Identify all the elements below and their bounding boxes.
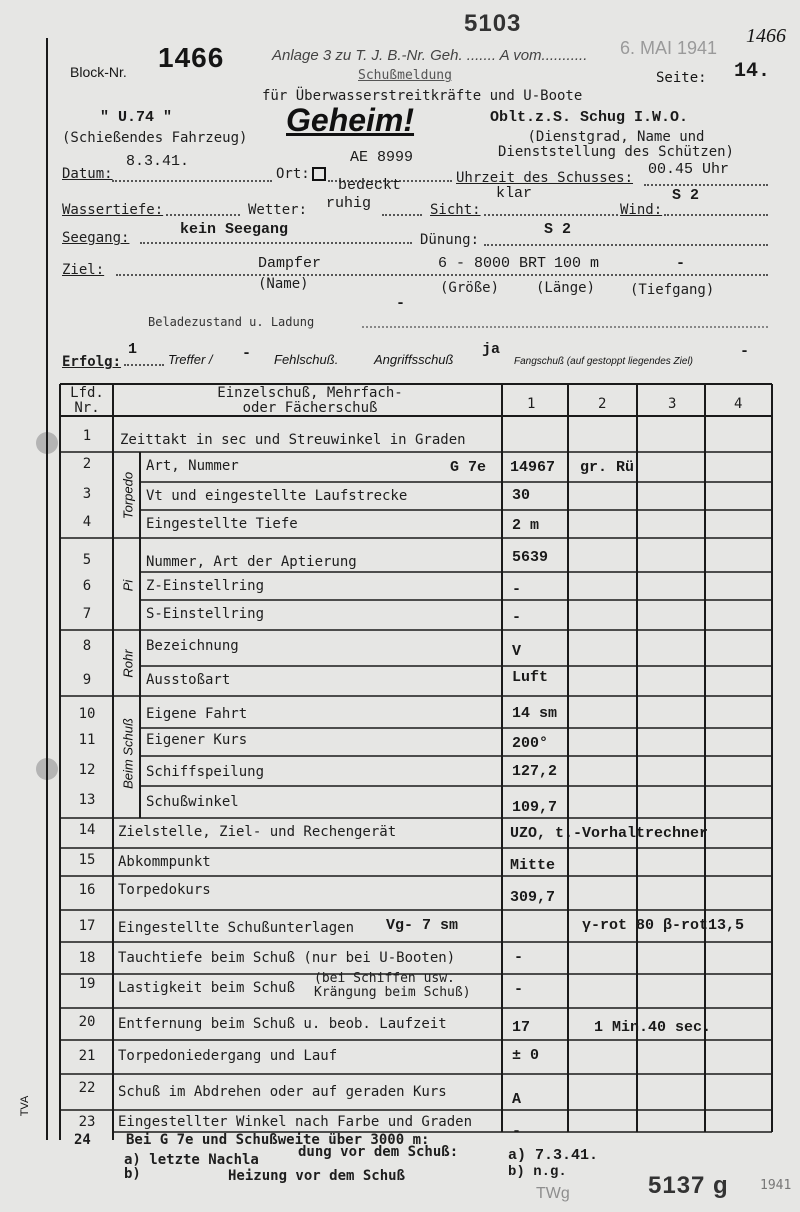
row-value-1: 5639: [512, 549, 549, 566]
row-extra: Vg- 7 sm: [386, 917, 459, 934]
fehl-value: -: [242, 345, 252, 362]
officer-caption: (Dienstgrad, Name und Dienststellung des Schützen): [497, 129, 734, 160]
receipt-stamp-date: 6. MAI 1941: [620, 38, 718, 58]
row-nr: 21: [78, 1048, 96, 1064]
row-value-1: -: [514, 981, 524, 998]
row-value-1: -: [514, 949, 524, 966]
anlage-line: Anlage 3 zu T. J. B.-Nr. Geh. ....... A vom...........: [272, 47, 588, 64]
caption-groesse: (Größe): [440, 280, 500, 296]
row-nr: 12: [78, 762, 96, 778]
row-label: S-Einstellring: [146, 606, 265, 622]
block-label: Block-Nr.: [70, 64, 127, 80]
row-value-1: Mitte: [510, 857, 556, 874]
fang-value: -: [740, 343, 750, 360]
col-header-1: 1: [527, 396, 536, 412]
form-title: Schußmeldung: [358, 68, 452, 83]
row-label: Z-Einstellring: [146, 578, 265, 594]
row-label: Eingestellter Winkel nach Farbe und Graden: [118, 1114, 473, 1130]
row-value-1: 109,7: [512, 799, 558, 816]
erfolg-label: Erfolg:: [62, 354, 122, 370]
row-value-1: 14967: [510, 459, 556, 476]
row-label: Tauchtiefe beim Schuß (nur bei U-Booten): [118, 950, 456, 966]
row-label: Schußwinkel: [146, 794, 239, 810]
fehl-label: Fehlschuß.: [274, 352, 339, 367]
row-value-1: 309,7: [510, 889, 556, 906]
row24-line2c: a) 7.3.41.: [508, 1147, 599, 1164]
uhrzeit-value: 00.45 Uhr: [648, 161, 730, 178]
row-nr: 3: [82, 486, 92, 502]
row-value-2: gr. Rü: [580, 459, 635, 476]
row-nr: 24: [74, 1132, 91, 1148]
row-value-1: V: [512, 643, 522, 660]
row-value-1: -: [512, 1123, 522, 1140]
row24-line2a: a) letzte Nachla: [124, 1152, 259, 1168]
row-nr: 19: [78, 976, 96, 992]
row-label: Zeittakt in sec und Streuwinkel in Graden: [120, 432, 466, 448]
row-value-1: UZO, t.-Vorhaltrechner: [510, 825, 709, 842]
caption-tiefgang: (Tiefgang): [630, 282, 715, 298]
row-extra: (bei Schiffen usw. Krängung beim Schuß): [314, 971, 471, 1000]
row-label: Eigene Fahrt: [146, 706, 248, 722]
duenung-label: Dünung:: [420, 232, 480, 248]
row-label: Schuß im Abdrehen oder auf geraden Kurs: [118, 1084, 447, 1100]
datum-label: Datum:: [62, 166, 113, 182]
seite-label: Seite:: [656, 70, 707, 86]
archive-number: 5103: [464, 10, 522, 37]
row-nr: 10: [78, 706, 96, 722]
row-label: Nummer, Art der Aptierung: [146, 554, 357, 570]
wind-label: Wind:: [620, 202, 663, 218]
row-label: Lastigkeit beim Schuß: [118, 980, 296, 996]
row-label: Eingestellte Schußunterlagen: [118, 920, 355, 936]
row-value-1: γ-rot 80 β-rot13,5: [582, 917, 745, 934]
row24-line1: Bei G 7e und Schußweite über 3000 m:: [126, 1132, 430, 1148]
row-nr: 13: [78, 792, 96, 808]
officer-name: Oblt.z.S. Schug I.W.O.: [490, 109, 689, 126]
group-label-rohr: Rohr: [120, 649, 136, 678]
row-nr: 17: [78, 918, 96, 934]
seite-value: 14.: [734, 60, 771, 83]
row-value-1: A: [512, 1091, 522, 1108]
col-header-nr: Lfd. Nr.: [70, 385, 104, 416]
ziel-name: Dampfer: [258, 255, 322, 272]
row-label: Entfernung beim Schuß u. beob. Laufzeit: [118, 1016, 447, 1032]
row-nr: 16: [78, 882, 96, 898]
row-value-1: 30: [512, 487, 531, 504]
row-value-1: 14 sm: [512, 705, 558, 722]
row-value-1: 127,2: [512, 763, 558, 780]
beladung-label: Beladezustand u. Ladung: [148, 315, 315, 329]
bottom-year: 1941: [760, 1178, 792, 1193]
bottom-faint-stamp: TWg: [536, 1185, 570, 1202]
row-nr: 23: [78, 1114, 96, 1130]
row-label: Torpedoniedergang und Lauf: [118, 1048, 338, 1064]
row-value-1: ± 0: [512, 1047, 540, 1064]
group-label-torpedo: Torpedo: [120, 471, 136, 520]
row-extra: G 7e: [450, 459, 487, 476]
row-nr: 1: [82, 428, 92, 444]
row-nr: 22: [78, 1080, 96, 1096]
row-nr: 6: [82, 578, 92, 594]
row-label: Zielstelle, Ziel- und Rechengerät: [118, 824, 397, 840]
treffer-value: 1: [128, 341, 138, 358]
ort-label: Ort:: [276, 166, 310, 182]
row-nr: 20: [78, 1014, 96, 1030]
row-label: Eingestellte Tiefe: [146, 516, 298, 532]
wetter-value-2: ruhig: [326, 195, 372, 212]
row24-line3c: b) n.g.: [508, 1164, 567, 1180]
row24-line2b: dung vor dem Schuß:: [298, 1144, 459, 1160]
sicht-label: Sicht:: [430, 202, 481, 218]
col-header-2: 2: [598, 396, 607, 412]
form-subtitle: für Überwasserstreitkräfte und U-Boote: [262, 88, 583, 104]
caption-laenge: (Länge): [536, 280, 596, 296]
row-value-1: Luft: [512, 669, 549, 686]
row-value-1: -: [512, 581, 522, 598]
row-value-1: 2 m: [512, 517, 540, 534]
wetter-label: Wetter:: [248, 202, 308, 218]
wassertiefe-label: Wassertiefe:: [62, 202, 164, 218]
col-header-3: 3: [668, 396, 677, 412]
side-margin-mark: TVA: [19, 1095, 31, 1117]
ziel-tiefgang: -: [676, 255, 686, 272]
row-nr: 18: [78, 950, 96, 966]
ae-number: AE 8999: [350, 149, 414, 166]
ziel-label: Ziel:: [62, 262, 105, 278]
row-label: Ausstoßart: [146, 672, 231, 688]
row-nr: 15: [78, 852, 96, 868]
row-value-1: -: [512, 609, 522, 626]
row-nr: 7: [82, 606, 92, 622]
row-nr: 11: [78, 732, 96, 748]
row-label: Torpedokurs: [118, 882, 211, 898]
group-label-beim-schuss: Beim Schuß: [120, 718, 136, 789]
vessel-name: " U.74 ": [100, 109, 173, 126]
row-label: Art, Nummer: [146, 458, 239, 474]
row-value-1: 17: [512, 1019, 531, 1036]
col-header-desc: Einzelschuß, Mehrfach- oder Fächerschuß: [217, 385, 403, 416]
block-number: 1466: [158, 42, 225, 73]
beladung-value: -: [396, 295, 406, 312]
row-label: Schiffspeilung: [146, 764, 265, 780]
row-nr: 2: [82, 456, 92, 472]
treffer-label: Treffer /: [168, 352, 213, 367]
row-value-1: 200°: [512, 735, 549, 752]
row-label: Eigener Kurs: [146, 732, 248, 748]
row24-line3b: Heizung vor dem Schuß: [228, 1168, 406, 1184]
ziel-laenge: 100 m: [554, 255, 600, 272]
row-label: Bezeichnung: [146, 638, 239, 654]
angriff-value: ja: [482, 341, 501, 358]
ziel-groesse: 6 - 8000 BRT: [438, 255, 547, 272]
seegang-value: kein Seegang: [180, 221, 289, 238]
wetter-value-1: bedeckt: [338, 177, 402, 194]
row-nr: 14: [78, 822, 96, 838]
classification-stamp: Geheim!: [286, 102, 415, 138]
group-label-pi: Pi: [120, 579, 136, 592]
row-label: Abkommpunkt: [118, 854, 211, 870]
wind-value: S 2: [672, 187, 700, 204]
fang-label: Fangschuß (auf gestoppt liegendes Ziel): [514, 356, 693, 367]
row-nr: 4: [82, 514, 92, 530]
sicht-value: klar: [496, 185, 533, 202]
row-label: Vt und eingestellte Laufstrecke: [146, 488, 408, 504]
row-nr: 9: [82, 672, 92, 688]
row-nr: 8: [82, 638, 92, 654]
caption-name: (Name): [258, 276, 309, 292]
bottom-archive-stamp: 5137 g: [648, 1172, 729, 1199]
corner-handwritten-number: 1466: [746, 25, 786, 47]
vessel-caption: (Schießendes Fahrzeug): [62, 130, 248, 146]
datum-value: 8.3.41.: [126, 153, 190, 170]
seegang-label: Seegang:: [62, 230, 130, 246]
uhrzeit-label: Uhrzeit des Schusses:: [456, 170, 634, 186]
row-value-2: 1 Min.40 sec.: [594, 1019, 712, 1036]
angriff-label: Angriffsschuß: [374, 352, 454, 367]
row24-line3a: b): [124, 1166, 141, 1182]
duenung-value: S 2: [544, 221, 572, 238]
row-nr: 5: [82, 552, 92, 568]
col-header-4: 4: [734, 396, 743, 412]
